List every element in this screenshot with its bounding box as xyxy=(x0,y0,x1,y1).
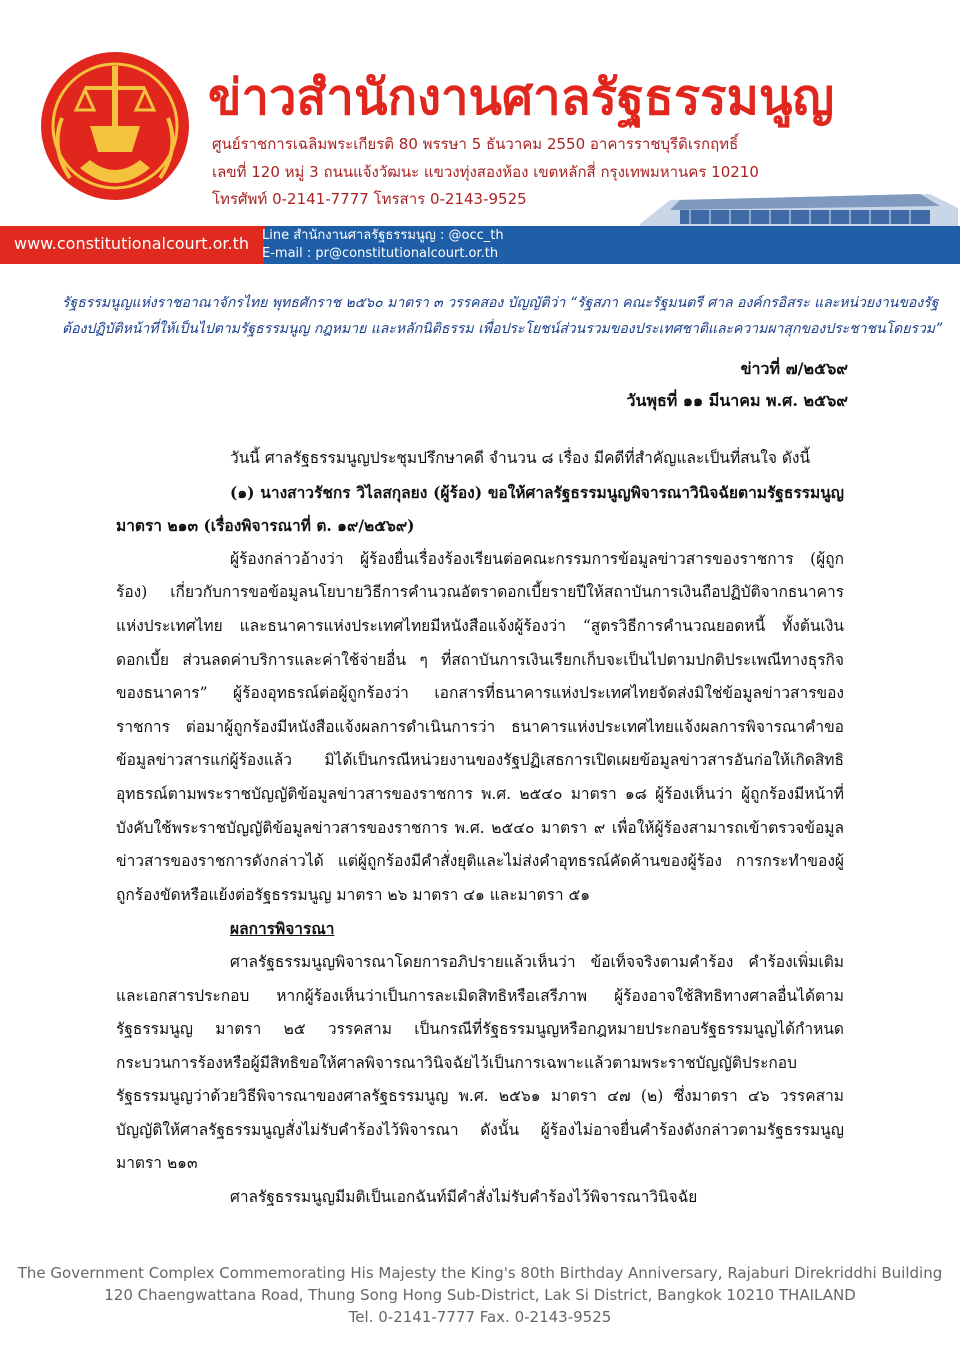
court-building-icon xyxy=(640,178,958,228)
contact-block xyxy=(262,227,504,263)
news-date: วันพุธที่ ๑๑ มีนาคม พ.ศ. ๒๕๖๙ xyxy=(626,391,848,410)
news-body xyxy=(116,442,844,1215)
address-line-1: ศูนย์ราชการเฉลิมพระเกียรติ 80 พรรษา 5 ธันวาคม 2550 อาคารราชบุรีดิเรกฤทธิ์ xyxy=(212,135,739,153)
footer-address xyxy=(0,1262,960,1328)
decision-paragraph: ศาลรัฐธรรมนูญมีมติเป็นเอกฉันท์มีคำสั่งไม่รับคำร้องไว้พิจารณาวินิจฉัย xyxy=(230,1188,698,1207)
newsletter-title: ข่าวสำนักงานศาลรัฐธรรมนูญ xyxy=(208,69,835,126)
footer-line-2: 120 Chaengwattana Road, Thung Song Hong Sub-District, Lak Si District, Bangkok 10210 THAILAND xyxy=(104,1286,856,1304)
footer-line-3: Tel. 0-2141-7777 Fax. 0-2143-9525 xyxy=(348,1308,612,1326)
footer-line-1: The Government Complex Commemorating His Majesty the King's 80th Birthday Anniversary, Rajaburi Direkriddhi Building xyxy=(17,1264,943,1282)
address-line-2: เลขที่ 120 หมู่ 3 ถนนแจ้งวัฒนะ แขวงทุ่งสองห้อง เขตหลักสี่ กรุงเทพมหานคร 10210 xyxy=(212,163,759,181)
result-heading: ผลการพิจารณา xyxy=(230,919,335,939)
claim-paragraph: ผู้ร้องกล่าวอ้างว่า ผู้ร้องยื่นเรื่องร้องเรียนต่อคณะกรรมการข้อมูลข่าวสารของราชการ (ผู้ถูกร้อง) เกี่ยวกับการขอข้อมูลนโยบายวิธีการคำนวณอัตราดอกเบี้ยรายปีให้สถาบันการเงินถือปฏิบัติจากธนาคารแห่งประเทศไทย และธนาคารแห่งประเทศไทยมีหนังสือแจ้งผู้ร้องว่า “สูตรวิธีการคำนวณยอดหนี้ ทั้งต้นเงิน ดอกเบี้ย ส่วนลดค่าบริการและค่าใช้จ่ายอื่น ๆ ที่สถาบันการเงินเรียกเก็บจะเป็นไปตามปกติประเพณีทางธุรกิจของธนาคาร” ผู้ร้องอุทธรณ์ต่อผู้ถูกร้องว่า เอกสารที่ธนาคารแห่งประเทศไทยจัดส่งมิใช่ข้อมูลข่าวสารของราชการ ต่อมาผู้ถูกร้องมีหนังสือแจ้งผลการดำเนินการว่า ธนาคารแห่งประเทศไทยแจ้งผลการพิจารณาคำขอข้อมูลข่าวสารแก่ผู้ร้องแล้ว มิได้เป็นกรณีหน่วยงานของรัฐปฏิเสธการเปิดเผยข้อมูลข่าวสารอันก่อให้เกิดสิทธิอุทธรณ์ตามพระราชบัญญัติข้อมูลข่าวสารของราชการ พ.ศ. ๒๕๔๐ มาตรา ๑๘ ผู้ร้องเห็นว่า ผู้ถูกร้องมีหน้าที่บังคับใช้พระราชบัญญัติข้อมูลข่าวสารของราชการ พ.ศ. ๒๕๔๐ มาตรา ๙ เพื่อให้ผู้ร้องสามารถเข้าตรวจข้อมูลข่าวสารของราชการดังกล่าวได้ แต่ผู้ถูกร้องมีคำสั่งยุติและไม่ส่งคำอุทธรณ์คัดค้านของผู้ร้อง การกระทำของผู้ถูกร้องขัดหรือแย้งต่อรัฐธรรมนูญ มาตรา ๒๖ มาตรา ๔๑ และมาตรา ๕๑ xyxy=(116,549,844,904)
phone-line: โทรศัพท์ 0-2141-7777 โทรสาร 0-2143-9525 xyxy=(212,190,527,208)
constitution-quote-line-1: รัฐธรรมนูญแห่งราชอาณาจักรไทย พุทธศักราช ๒๕๖๐ มาตรา ๓ วรรคสอง บัญญัติว่า “รัฐสภา คณะรัฐมนตรี ศาล องค์กรอิสระ และหน่วยงานของรัฐ xyxy=(62,295,939,311)
constitution-quote-line-2: ต้องปฏิบัติหน้าที่ให้เป็นไปตามรัฐธรรมนูญ กฎหมาย และหลักนิติธรรม เพื่อประโยชน์ส่วนรวมของประเทศชาติและความผาสุกของประชาชนโดยรวม” xyxy=(62,321,943,337)
news-number: ข่าวที่ ๗/๒๕๖๙ xyxy=(740,359,848,378)
result-paragraph: ศาลรัฐธรรมนูญพิจารณาโดยการอภิปรายแล้วเห็นว่า ข้อเท็จจริงตามคำร้อง คำร้องเพิ่มเติมและเอกสารประกอบ หากผู้ร้องเห็นว่าเป็นการละเมิดสิทธิหรือเสรีภาพ ผู้ร้องอาจใช้สิทธิทางศาลอื่นได้ตามรัฐธรรมนูญ มาตรา ๒๕ วรรคสาม เป็นกรณีที่รัฐธรรมนูญหรือกฎหมายประกอบรัฐธรรมนูญได้กำหนดกระบวนการร้องหรือผู้มีสิทธิขอให้ศาลพิจารณาวินิจฉัยไว้เป็นการเฉพาะแล้วตามพระราชบัญญัติประกอบรัฐธรรมนูญว่าด้วยวิธีพิจารณาของศาลรัฐธรรมนูญ พ.ศ. ๒๕๖๑ มาตรา ๔๗ (๒) ซึ่งมาตรา ๔๖ วรรคสาม บัญญัติให้ศาลรัฐธรรมนูญสั่งไม่รับคำร้องไว้พิจารณา ดังนั้น ผู้ร้องไม่อาจยื่นคำร้องดังกล่าวตามรัฐธรรมนูญ มาตรา ๒๑๓ xyxy=(116,952,844,1173)
intro-paragraph: วันนี้ ศาลรัฐธรรมนูญประชุมปรึกษาคดี จำนวน ๘ เรื่อง มีคดีที่สำคัญและเป็นที่สนใจ ดังนี้ xyxy=(230,449,811,467)
website-link[interactable]: www.constitutionalcourt.or.th xyxy=(14,234,250,253)
email-contact[interactable]: E-mail : pr@constitutionalcourt.or.th xyxy=(262,246,499,261)
line-contact: Line สำนักงานศาลรัฐธรรมนูญ : @occ_th xyxy=(262,228,504,243)
constitutional-court-emblem-icon xyxy=(40,48,190,218)
case-title: (๑) นางสาวรัชกร วิไลสกุลยง (ผู้ร้อง) ขอให้ศาลรัฐธรรมนูญพิจารณาวินิจฉัยตามรัฐธรรมนูญ มาตรา ๒๑๓ (เรื่องพิจารณาที่ ต. ๑๙/๒๕๖๙) xyxy=(116,482,844,536)
letterhead xyxy=(0,0,960,265)
